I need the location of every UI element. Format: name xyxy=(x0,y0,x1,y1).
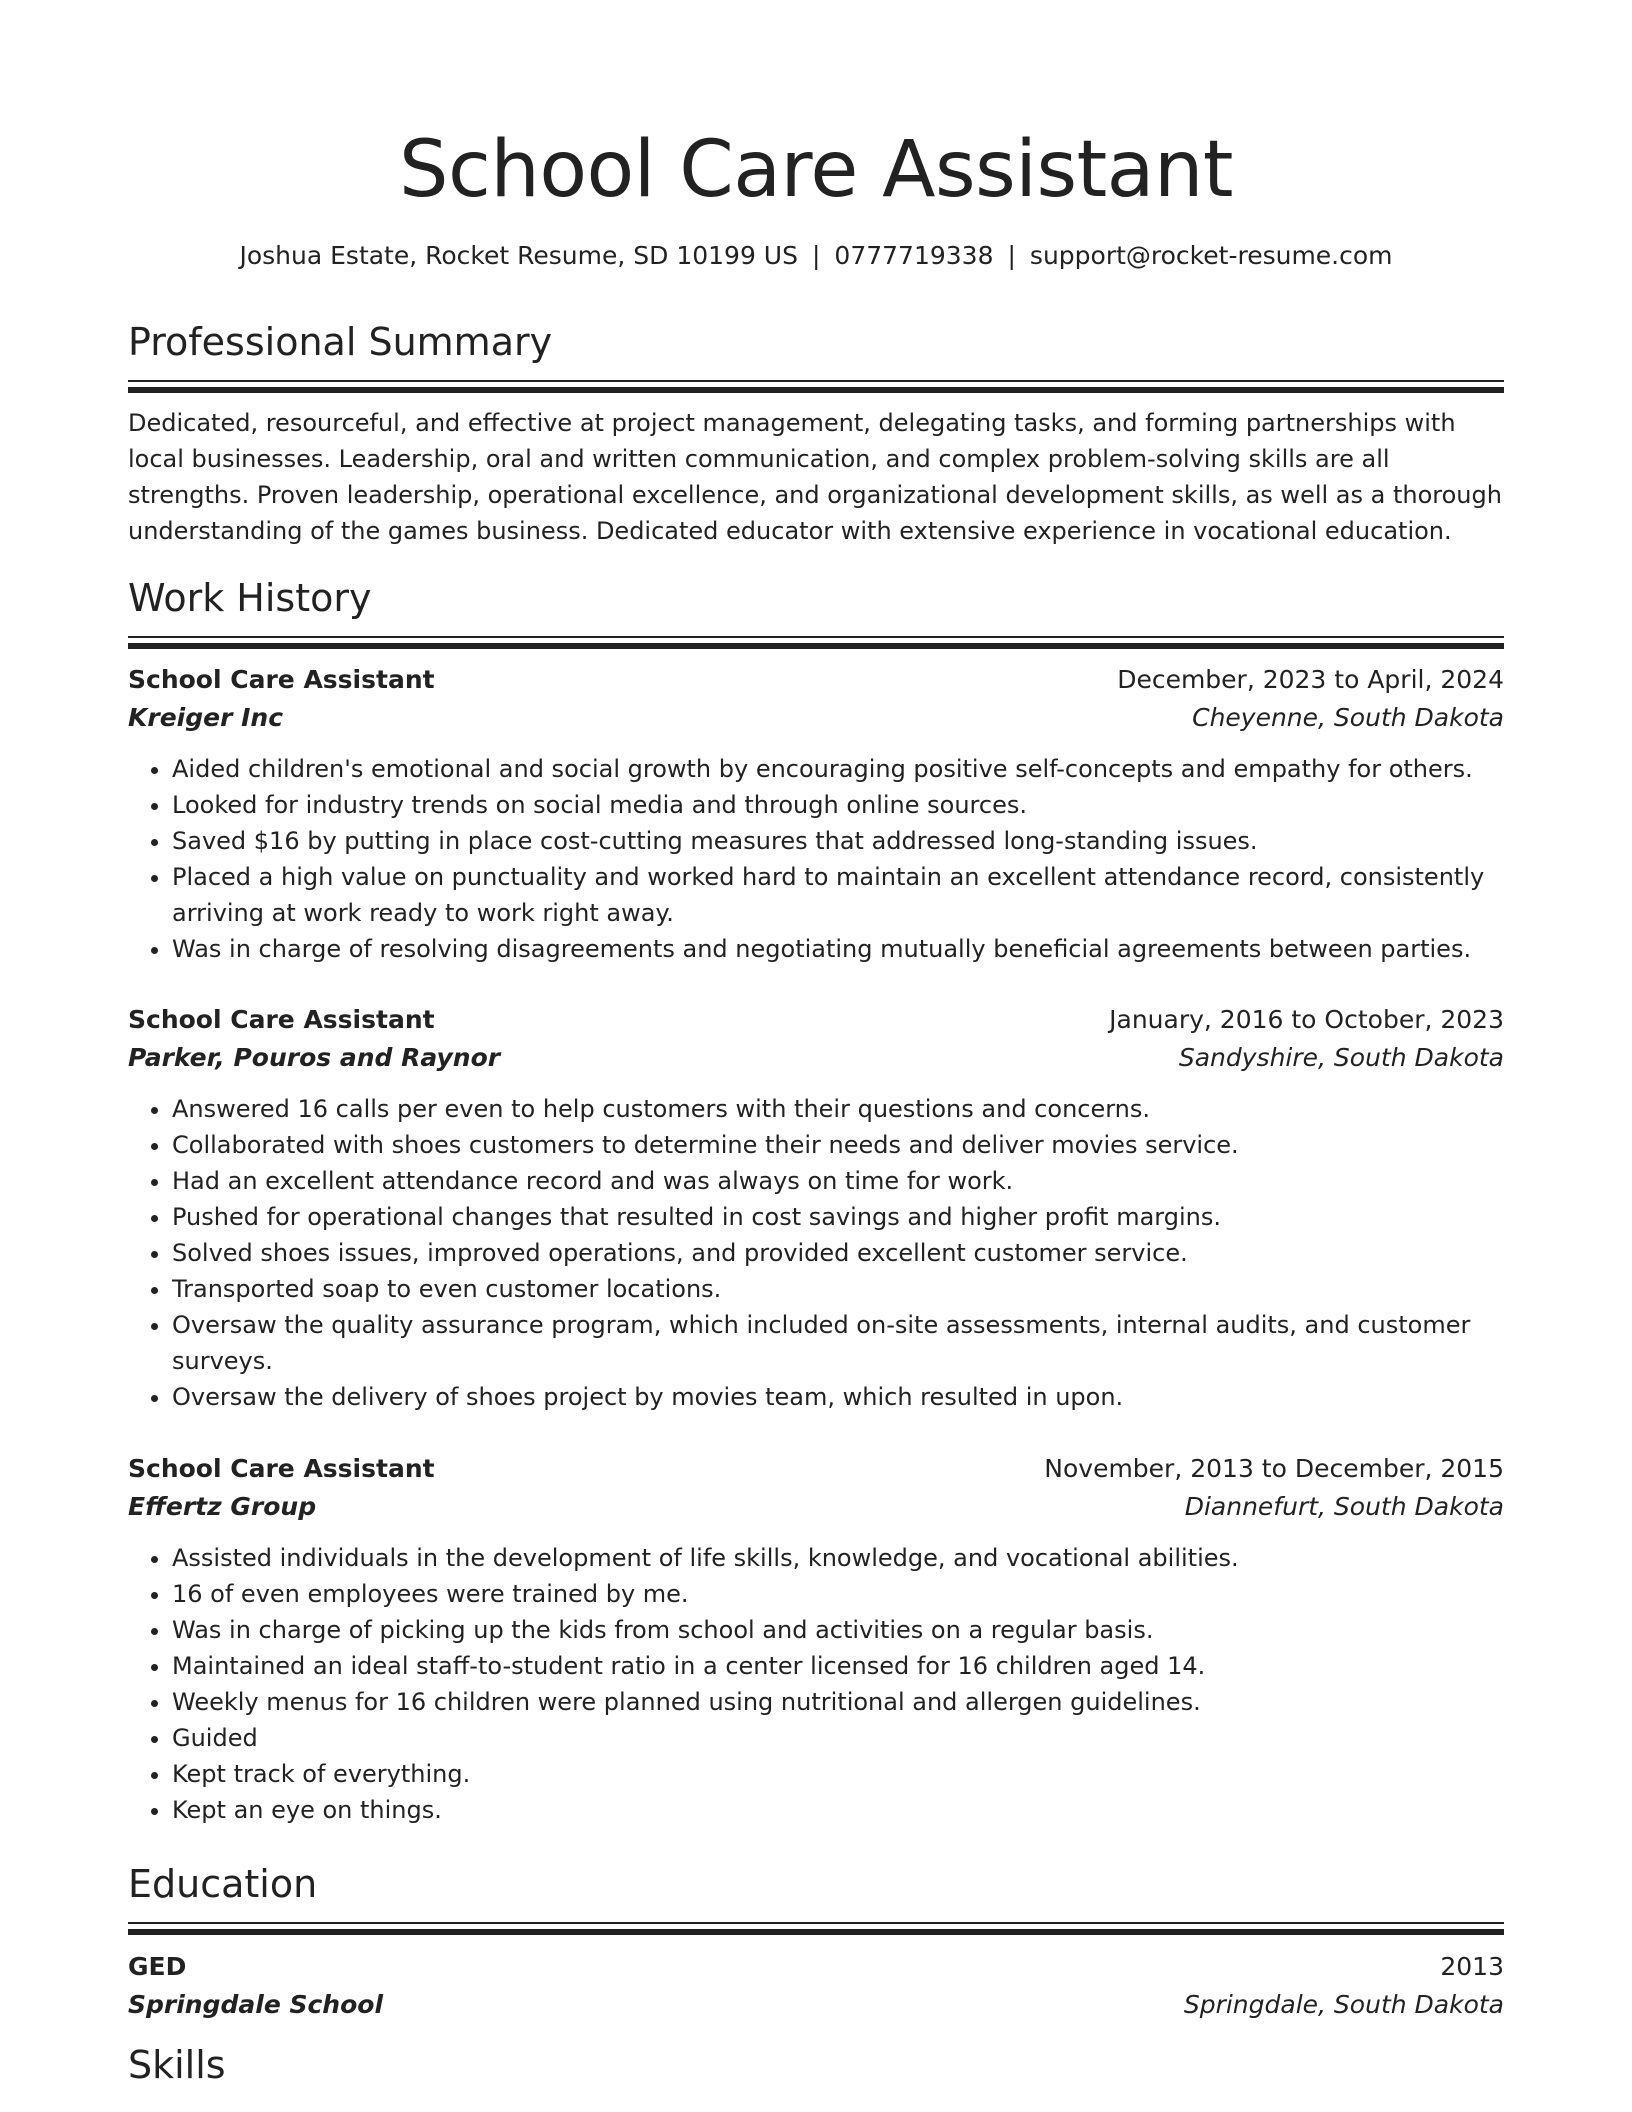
section-divider-thick xyxy=(128,1929,1504,1935)
contact-address: Joshua Estate, Rocket Resume, SD 10199 US xyxy=(239,241,798,270)
education-year: 2013 xyxy=(1440,1952,1504,1981)
job-title: School Care Assistant xyxy=(128,1005,435,1034)
job-bullets xyxy=(128,751,1504,967)
section-divider xyxy=(128,636,1504,638)
contact-separator: | xyxy=(1007,241,1016,270)
section-title-summary: Professional Summary xyxy=(128,320,553,364)
job-bullet: • Was in charge of picking up the kids from school and activities on a regular basis. xyxy=(172,1612,1504,1648)
job-dates: January, 2016 to October, 2023 xyxy=(1109,1005,1504,1034)
summary-text: Dedicated, resourceful, and effective at project management, delegating tasks, and forming partnerships with local businesses. Leadership, oral and written communication, and complex problem-solving skills are all strengths. Proven leadership, operational excellence, and organizational development skills, as well as a thorough understanding of the games business. Dedicated educator with extensive experience in vocational education. xyxy=(128,409,1502,545)
education-degree: GED xyxy=(128,1952,187,1981)
job-title: School Care Assistant xyxy=(128,665,435,694)
education-school: Springdale School xyxy=(128,1990,384,2019)
job-entry xyxy=(128,1001,1504,1415)
job-dates: November, 2013 to December, 2015 xyxy=(1044,1454,1504,1483)
job-location: Sandyshire, South Dakota xyxy=(1178,1043,1504,1072)
job-bullet: • Weekly menus for 16 children were planned using nutritional and allergen guidelines. xyxy=(172,1684,1504,1720)
summary-section xyxy=(128,317,1504,549)
job-bullet: • Oversaw the quality assurance program, which included on-site assessments, internal audits, and customer surveys. xyxy=(172,1307,1504,1379)
job-bullet: • Answered 16 calls per even to help customers with their questions and concerns. xyxy=(172,1091,1504,1127)
job-bullet: • Assisted individuals in the development of life skills, knowledge, and vocational abilities. xyxy=(172,1540,1504,1576)
job-bullets xyxy=(128,1540,1504,1828)
education-section xyxy=(128,1859,1504,1935)
section-title-skills: Skills xyxy=(128,2043,226,2087)
job-bullet: • Aided children's emotional and social growth by encouraging positive self-concepts and empathy for others. xyxy=(172,751,1504,787)
job-entry xyxy=(128,1450,1504,1828)
job-employer: Parker, Pouros and Raynor xyxy=(128,1043,501,1072)
section-divider-thick xyxy=(128,643,1504,649)
job-location: Cheyenne, South Dakota xyxy=(1192,703,1504,732)
job-bullet: • Placed a high value on punctuality and worked hard to maintain an excellent attendance record, consistently arriving at work ready to work right away. xyxy=(172,859,1504,931)
job-location: Diannefurt, South Dakota xyxy=(1184,1492,1504,1521)
job-employer: Effertz Group xyxy=(128,1492,317,1521)
job-bullet: • Transported soap to even customer locations. xyxy=(172,1271,1504,1307)
job-employer: Kreiger Inc xyxy=(128,703,284,732)
job-bullet: • Oversaw the delivery of shoes project by movies team, which resulted in upon. xyxy=(172,1379,1504,1415)
job-bullets xyxy=(128,1091,1504,1415)
job-entry xyxy=(128,661,1504,967)
contact-email: support@rocket-resume.com xyxy=(1029,241,1393,270)
job-bullet: • Kept an eye on things. xyxy=(172,1792,1504,1828)
education-location: Springdale, South Dakota xyxy=(1183,1990,1504,2019)
job-bullet: • Saved $16 by putting in place cost-cutting measures that addressed long-standing issues. xyxy=(172,823,1504,859)
section-divider xyxy=(128,1922,1504,1924)
job-dates: December, 2023 to April, 2024 xyxy=(1117,665,1504,694)
job-bullet: • Collaborated with shoes customers to determine their needs and deliver movies service. xyxy=(172,1127,1504,1163)
job-bullet: • Kept track of everything. xyxy=(172,1756,1504,1792)
job-bullet: • Was in charge of resolving disagreements and negotiating mutually beneficial agreements between parties. xyxy=(172,931,1504,967)
contact-line xyxy=(128,236,1504,276)
skills-section xyxy=(128,2040,1504,2090)
work-history-section xyxy=(128,573,1504,649)
section-divider-thick xyxy=(128,387,1504,393)
contact-phone: 0777719338 xyxy=(834,241,994,270)
job-bullet: • Had an excellent attendance record and was always on time for work. xyxy=(172,1163,1504,1199)
contact-separator: | xyxy=(811,241,821,270)
job-bullet: • Solved shoes issues, improved operations, and provided excellent customer service. xyxy=(172,1235,1504,1271)
section-divider xyxy=(128,380,1504,382)
job-title: School Care Assistant xyxy=(128,1454,435,1483)
education-entry xyxy=(128,1948,1504,2024)
section-title-work-history: Work History xyxy=(128,576,372,620)
job-bullet: • 16 of even employees were trained by me. xyxy=(172,1576,1504,1612)
section-title-education: Education xyxy=(128,1862,318,1906)
resume-name: School Care Assistant xyxy=(399,125,1233,215)
job-bullet: • Maintained an ideal staff-to-student ratio in a center licensed for 16 children aged 14. xyxy=(172,1648,1504,1684)
job-bullet: • Looked for industry trends on social media and through online sources. xyxy=(172,787,1504,823)
job-bullet: • Guided xyxy=(172,1720,1504,1756)
job-bullet: • Pushed for operational changes that resulted in cost savings and higher profit margins. xyxy=(172,1199,1504,1235)
